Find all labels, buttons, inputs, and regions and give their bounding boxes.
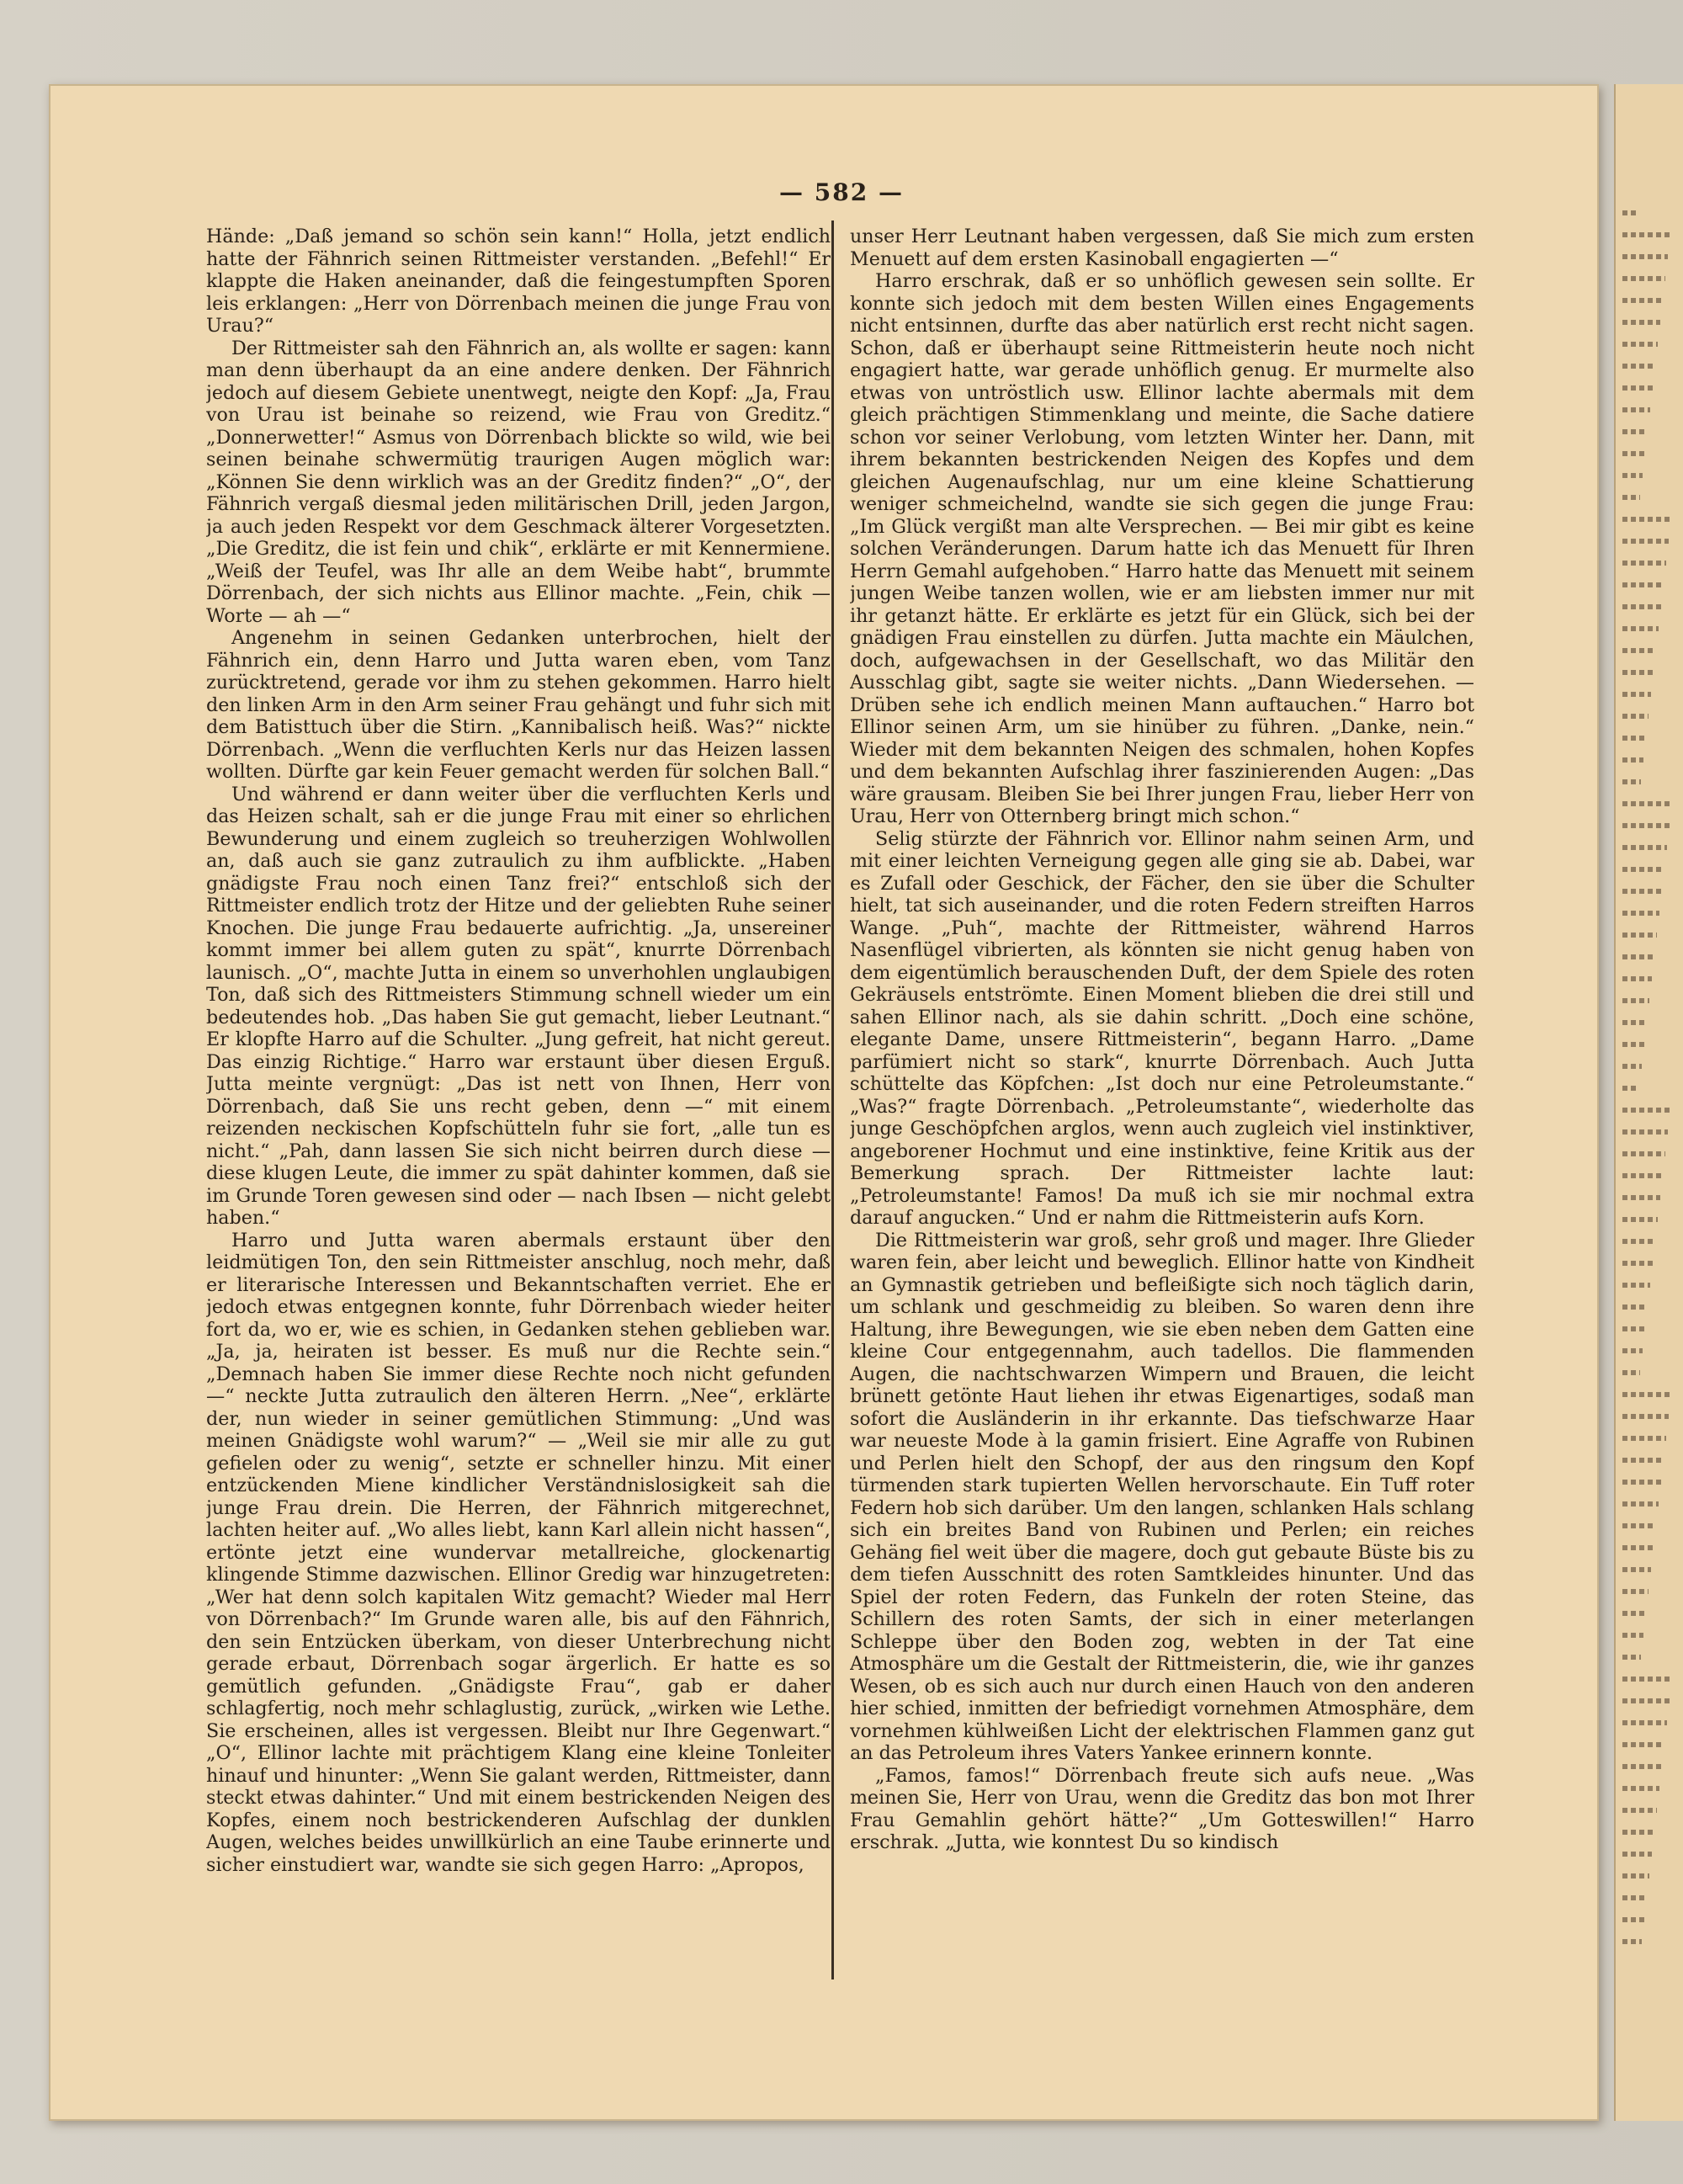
edge-text-line xyxy=(1622,254,1668,259)
paragraph: Und während er dann weiter über die verfluchten Kerls und das Heizen schalt, sah er die junge Frau mit einer so ehrlichen Bewunderung und einem zugleich so treuherzigen Wohlwollen an, daß auch sie ganz zutraulich zu ihm aufblickte. „Haben gnädigste Frau noch einen Tanz frei?“ entschloß sich der Rittmeister endlich trotz der Hitze und der geliebten Ruhe seiner Knochen. Die junge Frau bedauerte aufrichtig. „Ja, unsereiner kommt immer bei allem guten zu spät“, knurrte Dörrenbach launisch. „O“, machte Jutta in einem so unverhohlen unglaubigen Ton, daß sich des Rittmeisters Stimmung schnell wieder um ein bedeutendes hob. „Das haben Sie gut gemacht, lieber Leutnant.“ Er klopfte Harro auf die Schulter. „Jung gefreit, hat nicht gereut. Das einzig Richtige.“ Harro war erstaunt über diesen Erguß. Jutta meinte vergnügt: „Das ist nett von Ihnen, Herr von Dörrenbach, daß Sie uns recht geben, denn —“ mit einem reizenden neckischen Kopfschütteln fuhr sie fort, „alle tun es nicht.“ „Pah, dann lassen Sie sich nicht beirren durch diese — diese klugen Leute, die immer zu spät dahinter kommen, daß sie im Grunde Toren gewesen sind oder — nach Ibsen — nicht gelebt haben.“ xyxy=(206,783,831,1229)
edge-text-line xyxy=(1622,407,1650,412)
edge-text-line xyxy=(1622,276,1665,281)
edge-text-line xyxy=(1622,714,1648,719)
edge-text-line xyxy=(1622,1917,1644,1922)
edge-text-line xyxy=(1622,998,1649,1003)
edge-text-line xyxy=(1622,1742,1664,1747)
edge-text-line xyxy=(1622,1086,1639,1091)
edge-text-line xyxy=(1622,954,1654,959)
edge-text-line xyxy=(1622,1064,1642,1069)
edge-text-line xyxy=(1622,1655,1641,1660)
edge-text-line xyxy=(1622,1261,1653,1266)
edge-text-line xyxy=(1622,626,1659,631)
edge-text-line xyxy=(1622,933,1657,938)
edge-text-line xyxy=(1622,1786,1659,1791)
edge-text-line xyxy=(1622,451,1645,456)
edge-text-line xyxy=(1622,670,1654,675)
edge-text-line xyxy=(1622,298,1663,303)
edge-text-line xyxy=(1622,539,1669,544)
page-number: — 582 — xyxy=(779,178,904,206)
right-column xyxy=(850,226,1474,1976)
edge-text-line xyxy=(1622,429,1648,434)
edge-text-line xyxy=(1622,495,1640,500)
edge-text-line xyxy=(1622,1326,1645,1331)
edge-text-line xyxy=(1622,320,1660,325)
edge-text-line xyxy=(1622,976,1652,981)
adjacent-page-text-fragment xyxy=(1622,210,1673,1995)
paragraph: Harro erschrak, daß er so unhöflich gewesen sein sollte. Er konnte sich jedoch mit dem besten Willen eines Engagements nicht entsinnen, durfte das aber natürlich erst recht nicht sagen. Schon, daß er überhaupt seine Rittmeisterin heute noch nicht engagiert hatte, war gerade unhöflich genug. Er murmelte also etwas von untröstlich usw. Ellinor lachte abermals mit dem gleich prächtigen Stimmenklang und meinte, die Sache datiere schon vor seiner Verlobung, vom letzten Winter her. Dann, mit ihrem bekannten bestrickenden Neigen des Kopfes und dem gleichen Augenaufschlag, nur um eine kleine Schattierung weniger schmeichelnd, wandte sie sich gegen die junge Frau: „Im Glück vergißt man alte Versprechen. — Bei mir gibt es keine solchen Veränderungen. Darum hatte ich das Menuett für Ihren Herrn Gemahl aufgehoben.“ Harro hatte das Menuett mit seinem jungen Weibe tanzen wollen, wie er am liebsten immer nur mit ihr getanzt hätte. Er erklärte es jetzt für ein Glück, sich bei der gnädigen Frau einstellen zu dürfen. Jutta machte ein Mäulchen, doch, aufgewachsen in der Gesellschaft, wo das Militär den Ausschlag gibt, sagte sie weiter nichts. „Dann Wiedersehen. — Drüben sehe ich endlich meinen Mann auftauchen.“ Harro bot Ellinor seinen Arm, um sie hinüber zu führen. „Danke, nein.“ Wieder mit dem bekannten Neigen des schmalen, hohen Kopfes und dem bekannten Aufschlag ihrer faszinierenden Augen: „Das wäre grausam. Bleiben Sie bei Ihrer jungen Frau, lieber Herr von Urau, Herr von Otternberg bringt mich schon.“ xyxy=(850,270,1474,827)
edge-text-line xyxy=(1622,604,1661,609)
edge-text-line xyxy=(1622,1501,1659,1506)
edge-text-line xyxy=(1622,561,1666,566)
edge-text-line xyxy=(1622,1589,1648,1594)
edge-text-line xyxy=(1622,1633,1643,1638)
edge-text-line xyxy=(1622,1523,1656,1528)
edge-text-line xyxy=(1622,1283,1650,1288)
paragraph: Die Rittmeisterin war groß, sehr groß und mager. Ihre Glieder waren fein, aber leicht und beweglich. Ellinor hatte von Kindheit an Gymnastik getrieben und befleißigte sich noch täglich darin, um schlank und geschmeidig zu bleiben. So waren denn ihre Haltung, ihre Bewegungen, wie sie eben neben dem Gatten eine kleine Cour entgegennahm, auch tadellos. Die flammenden Augen, die nachtschwarzen Wimpern und Brauen, die leicht brünett getönte Haut liehen ihr etwas Eigenartiges, sodaß man sofort die Ausländerin in ihr erkannte. Das tiefschwarze Haar war neueste Mode à la gamin frisiert. Eine Agraffe von Rubinen und Perlen hielt den Schopf, der aus den ringsum den Kopf türmenden stark tupierten Wellen hervorschaute. Ein Tuff roter Federn hob sich darüber. Um den langen, schlanken Hals schlang sich ein breites Band von Rubinen und Perlen; ein reiches Gehäng fiel weit über die magere, doch gut gebaute Büste bis zu dem tiefen Ausschnitt des roten Samtkleides hinunter. Und das Spiel der roten Federn, das Funkeln der roten Steine, das Schillern des roten Samts, der sich in einer meterlangen Schleppe über den Boden zog, webten in der Tat eine Atmosphäre um die Gestalt der Rittmeisterin, die, wie ihr ganzes Wesen, ob es sich auch nur durch einen Hauch von den anderen hier schied, inmitten der befriedigt vornehmen Atmosphäre, dem vornehmen kühlweißen Licht der elektrischen Flammen ganz gut an das Petroleum ihres Vaters Yankee erinnern konnte. xyxy=(850,1229,1474,1764)
edge-text-line xyxy=(1622,1480,1661,1485)
edge-text-line xyxy=(1622,1436,1666,1441)
edge-text-line xyxy=(1622,473,1643,478)
edge-text-line xyxy=(1622,1129,1668,1135)
edge-text-line xyxy=(1622,845,1667,850)
edge-text-line xyxy=(1622,779,1641,784)
edge-text-line xyxy=(1622,1611,1646,1616)
edge-text-line xyxy=(1622,1108,1670,1113)
paragraph: Selig stürzte der Fähnrich vor. Ellinor nahm seinen Arm, und mit einer leichten Verneigung gegen alle ging sie ab. Dabei, war es Zufall oder Geschick, der Fächer, den sie über die Schulter hielt, tat sich auseinander, und die roten Federn streiften Harros Wange. „Puh“, machte der Rittmeister, während Harros Nasenflügel vibrierten, als könnten sie nicht genug haben von dem eigentümlich berauschenden Duft, der dem Spiele des roten Gekräusels entströmte. Einen Moment blieben die drei still und sahen Ellinor nach, als sie dahin schritt. „Doch eine schöne, elegante Dame, unsere Rittmeisterin“, begann Harro. „Dame parfümiert nicht so stark“, knurrte Dörrenbach. Auch Jutta schüttelte das Köpfchen: „Ist doch nur eine Petroleumstante.“ „Was?“ fragte Dörrenbach. „Petroleumstante“, wiederholte das junge Geschöpfchen arglos, wenn auch zugleich viel instinktiver, angeborener Hochmut und eine instinktive, feine Kritik aus der Bemerkung sprach. Der Rittmeister lachte laut: „Petroleumstante! Famos! Da muß ich sie mir nochmal extra darauf angucken.“ Und er nahm die Rittmeisterin aufs Korn. xyxy=(850,827,1474,1229)
edge-text-line xyxy=(1622,1895,1647,1900)
edge-text-line xyxy=(1622,911,1659,916)
edge-text-line xyxy=(1622,517,1671,522)
edge-text-line xyxy=(1622,1830,1654,1835)
edge-text-line xyxy=(1622,232,1670,237)
edge-text-line xyxy=(1622,648,1656,653)
edge-text-line xyxy=(1622,342,1658,347)
paragraph: unser Herr Leutnant haben vergessen, daß Sie mich zum ersten Menuett auf dem ersten Kasinoball engagierten —“ xyxy=(850,226,1474,270)
edge-text-line xyxy=(1622,692,1651,697)
edge-text-line xyxy=(1622,1939,1642,1944)
edge-text-line xyxy=(1622,1305,1648,1310)
edge-text-line xyxy=(1622,385,1653,391)
edge-text-line xyxy=(1622,364,1655,369)
edge-text-line xyxy=(1622,1677,1672,1682)
edge-text-line xyxy=(1622,1852,1652,1857)
edge-text-line xyxy=(1622,1764,1662,1769)
edge-text-line xyxy=(1622,1720,1667,1725)
edge-text-line xyxy=(1622,801,1672,806)
edge-text-line xyxy=(1622,1173,1663,1178)
edge-text-line xyxy=(1622,736,1646,741)
edge-text-line xyxy=(1622,210,1639,215)
edge-text-line xyxy=(1622,823,1670,828)
paragraph: Angenehm in seinen Gedanken unterbrochen, hielt der Fähnrich ein, denn Harro und Jutta waren eben, vom Tanz zurücktretend, gerade vor ihm zu stehen gekommen. Harro hielt den linken Arm in den Arm seiner Frau gehängt und fuhr sich mit dem Batisttuch über die Stirn. „Kannibalisch heiß. Was?“ nickte Dörrenbach. „Wenn die verfluchten Kerls nur das Heizen lassen wollten. Dürfte gar kein Feuer gemacht werden für solchen Ball.“ xyxy=(206,627,831,783)
edge-text-line xyxy=(1622,1151,1665,1156)
edge-text-line xyxy=(1622,757,1643,763)
left-column xyxy=(206,226,831,1976)
edge-text-line xyxy=(1622,889,1662,894)
edge-text-line xyxy=(1622,1370,1640,1375)
edge-text-line xyxy=(1622,1195,1660,1200)
edge-text-line xyxy=(1622,1698,1670,1703)
edge-text-line xyxy=(1622,1020,1647,1025)
edge-text-line xyxy=(1622,1042,1644,1047)
paragraph: Hände: „Daß jemand so schön sein kann!“ Holla, jetzt endlich hatte der Fähnrich seinen Rittmeister verstanden. „Befehl!“ Er klappte die Haken aneinander, daß die feingestumpften Sporen leis erklangen: „Herr von Dörrenbach meinen die junge Frau von Urau?“ xyxy=(206,226,831,337)
edge-text-line xyxy=(1622,1458,1664,1463)
edge-text-line xyxy=(1622,1545,1654,1550)
edge-text-line xyxy=(1622,1348,1643,1353)
edge-text-line xyxy=(1622,1808,1657,1813)
edge-text-line xyxy=(1622,582,1664,587)
edge-text-line xyxy=(1622,1873,1649,1878)
edge-text-line xyxy=(1622,867,1664,872)
paragraph: Harro und Jutta waren abermals erstaunt über den leidmütigen Ton, den sein Rittmeister anschlug, noch mehr, daß er literarische Interessen und Bekanntschaften verriet. Ehe er jedoch etwas entgegnen konnte, fuhr Dörrenbach wieder heiter fort da, wo er, wie es schien, in Gedanken stehen geblieben war. „Ja, ja, heiraten ist besser. Es muß nur die Rechte sein.“ „Demnach haben Sie immer diese Rechte noch nicht gefunden —“ neckte Jutta zutraulich den älteren Herrn. „Nee“, erklärte der, nun wieder in seiner gemütlichen Stimmung: „Und was meinen Gnädigste wohl warum?“ — „Weil sie mir alle zu gut gefielen oder zu wenig“, setzte er schneller hinzu. Mit einer entzückenden Miene kindlicher Verständnislosigkeit sah die junge Frau drein. Die Herren, der Fähnrich mitgerechnet, lachten heiter auf. „Wo alles liebt, kann Karl allein nicht hassen“, ertönte jetzt eine wundervar metallreiche, glockenartig klingende Stimme dazwischen. Ellinor Gredig war hinzugetreten: „Wer hat denn solch kapitalen Witz gemacht? Wieder mal Herr von Dörrenbach?“ Im Grunde waren alle, bis auf den Fähnrich, den sein Entzücken überkam, von dieser Unterbrechung nicht gerade erbaut, Dörrenbach sogar ärgerlich. Er hatte es so gemütlich gefunden. „Gnädigste Frau“, gab er daher schlagfertig, noch mehr schlaglustig, zurück, „wirken wie Lethe. Sie erscheinen, alles ist vergessen. Bleibt nur Ihre Gegenwart.“ „O“, Ellinor lachte mit prächtigem Klang eine kleine Tonleiter hinauf und hinunter: „Wenn Sie galant werden, Rittmeister, dann steckt etwas dahinter.“ Und mit einem bestrickenden Neigen des Kopfes, einem noch bestrickenderen Aufschlag der dunklen Augen, welches beides unwillkürlich an eine Taube erinnerte und sicher einstudiert war, wandte sie sich gegen Harro: „Apropos, xyxy=(206,1229,831,1876)
edge-text-line xyxy=(1622,1392,1671,1397)
edge-text-line xyxy=(1622,1567,1651,1572)
edge-text-line xyxy=(1622,1239,1655,1244)
edge-text-line xyxy=(1622,1217,1658,1222)
paragraph: Der Rittmeister sah den Fähnrich an, als wollte er sagen: kann man denn überhaupt da an eine andere denken. Der Fähnrich jedoch auf diesem Gebiete unentwegt, neigte den Kopf: „Ja, Frau von Urau ist beinahe so reizend, wie Frau von Greditz.“ „Donnerwetter!“ Asmus von Dörrenbach blickte so wild, wie bei seinen beinahe schwermütig traurigen Augen möglich war: „Können Sie denn wirklich was an der Greditz finden?“ „O“, der Fähnrich vergaß diesmal jeden militärischen Drill, jeden Jargon, ja auch jeden Respekt vor dem Geschmack älterer Vorgesetzten. „Die Greditz, die ist fein und chik“, erklärte er mit Kennermiene. „Weiß der Teufel, was Ihr alle an dem Weibe habt“, brummte Dörrenbach, der sich nichts aus Ellinor machte. „Fein, chik — Worte — ah —“ xyxy=(206,337,831,627)
paragraph: „Famos, famos!“ Dörrenbach freute sich aufs neue. „Was meinen Sie, Herr von Urau, wenn die Greditz das bon mot Ihrer Frau Gemahlin gehört hätte?“ „Um Gotteswillen!“ Harro erschrak. „Jutta, wie konntest Du so kindisch xyxy=(850,1764,1474,1853)
column-divider xyxy=(831,221,834,1979)
edge-text-line xyxy=(1622,1414,1669,1419)
